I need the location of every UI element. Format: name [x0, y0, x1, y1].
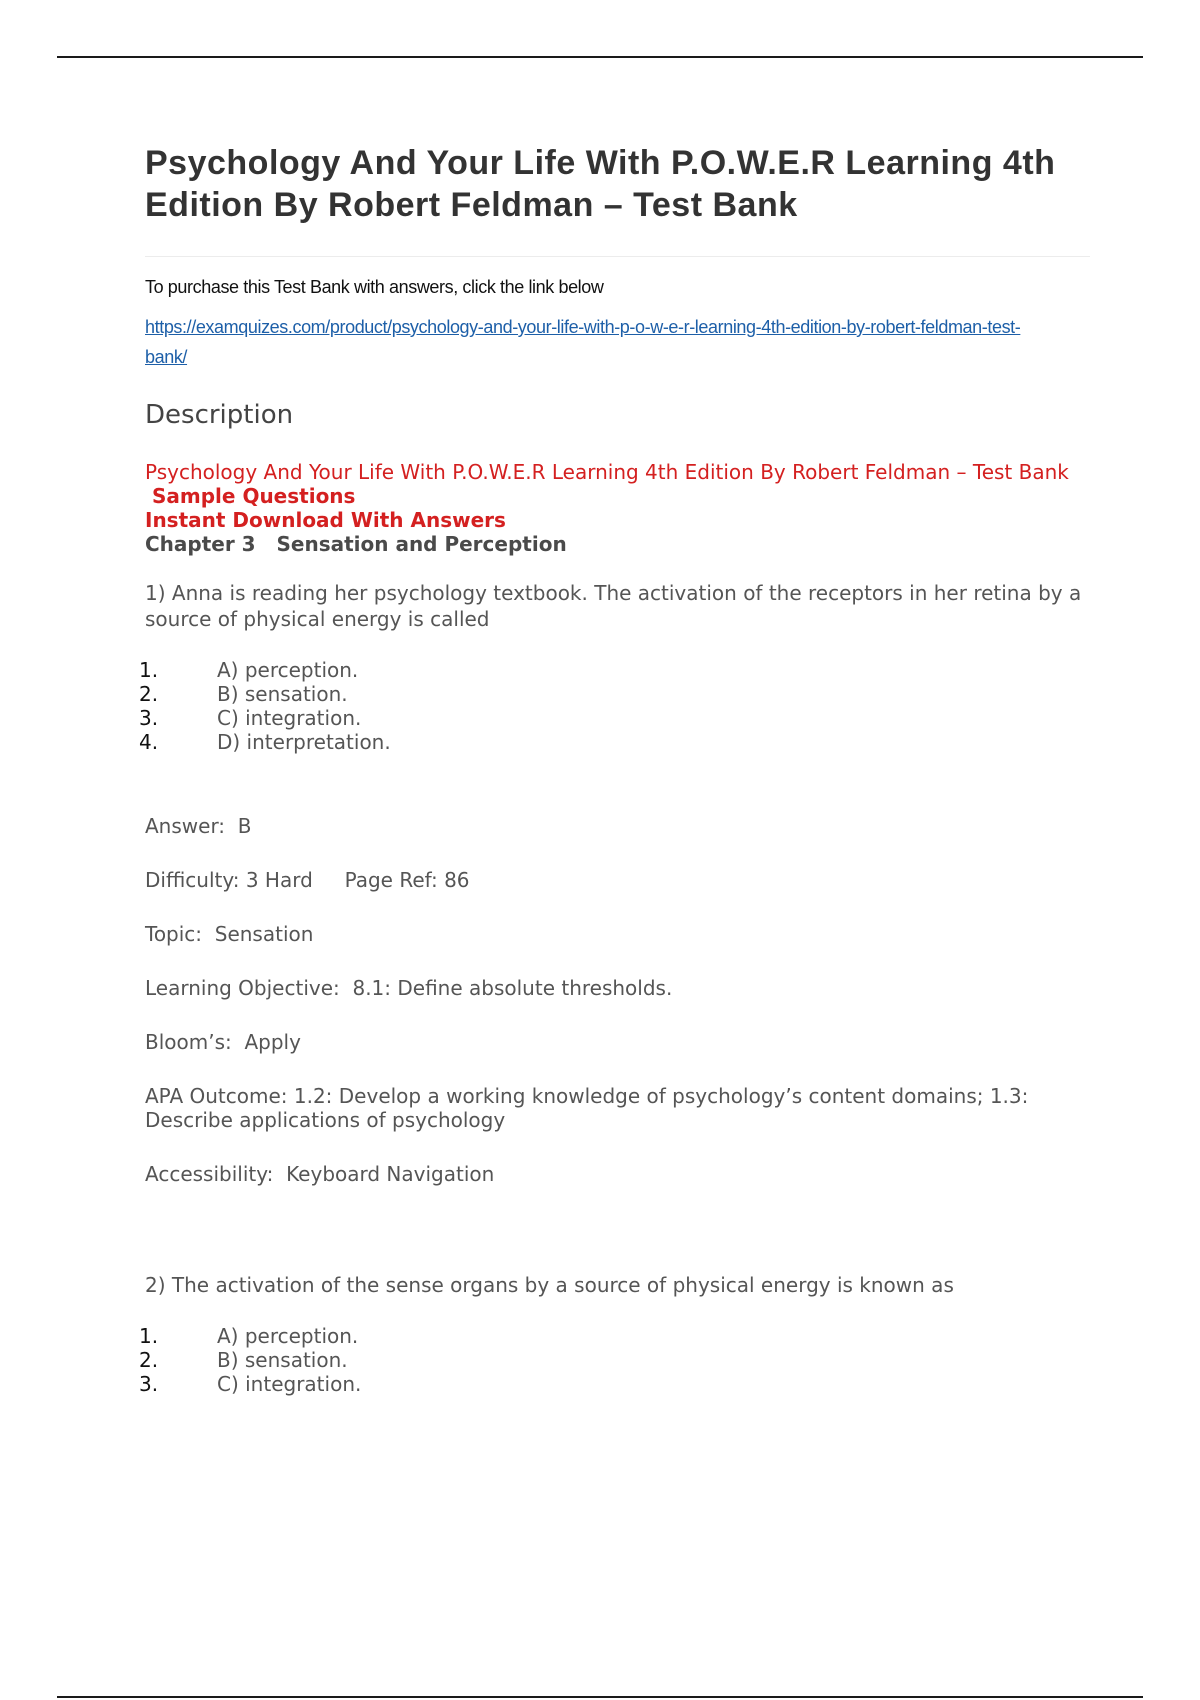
accessibility-line: Accessibility: Keyboard Navigation [145, 1162, 495, 1186]
question-1-text: 1) Anna is reading her psychology textbook. The activation of the receptors in her retina by a source of physical energy is called [145, 581, 1082, 631]
blooms-line: Bloom’s: Apply [145, 1030, 301, 1054]
list-item [139, 1324, 1090, 1348]
list-item [139, 1348, 1090, 1372]
title-divider [145, 256, 1090, 257]
question-2-options [139, 1324, 1090, 1396]
option-text: D) interpretation. [217, 730, 391, 754]
sample-questions-label: Sample Questions [152, 484, 356, 508]
bottom-rule [57, 1696, 1143, 1698]
document-page [139, 142, 1090, 1396]
top-rule [57, 56, 1143, 58]
question-2-text: 2) The activation of the sense organs by a source of physical energy is known as [145, 1273, 954, 1297]
option-number: 3. [139, 1372, 159, 1396]
list-item [139, 1372, 1090, 1396]
option-number: 2. [139, 682, 159, 706]
answer-line: Answer: B [145, 814, 252, 838]
difficulty-line: Difficulty: 3 Hard Page Ref: 86 [145, 868, 470, 892]
chapter-heading: Chapter 3 Sensation and Perception [145, 532, 567, 556]
apa-outcome-line: APA Outcome: 1.2: Develop a working knowledge of psychology’s content domains; 1.3: Describe applications of psychology [145, 1084, 1029, 1132]
list-item [139, 658, 1090, 682]
option-number: 1. [139, 658, 159, 682]
option-number: 3. [139, 706, 159, 730]
list-item [139, 730, 1090, 754]
option-number: 2. [139, 1348, 159, 1372]
option-text: B) sensation. [217, 682, 348, 706]
option-text: B) sensation. [217, 1348, 348, 1372]
purchase-link[interactable]: https://examquizes.com/product/psychology-and-your-life-with-p-o-w-e-r-learning-4th-edition-by-robert-feldman-test-bank/ [145, 317, 1021, 367]
option-text: A) perception. [217, 1324, 359, 1348]
product-title-red: Psychology And Your Life With P.O.W.E.R Learning 4th Edition By Robert Feldman – Test Bank [145, 460, 1069, 484]
question-1-options [139, 658, 1090, 754]
topic-line: Topic: Sensation [145, 922, 314, 946]
description-heading: Description [145, 400, 294, 430]
purchase-instructions: To purchase this Test Bank with answers, click the link below [145, 277, 604, 297]
option-text: C) integration. [217, 1372, 362, 1396]
option-number: 1. [139, 1324, 159, 1348]
page-title: Psychology And Your Life With P.O.W.E.R Learning 4th Edition By Robert Feldman – Test Bank [145, 144, 1056, 224]
learning-objective-line: Learning Objective: 8.1: Define absolute thresholds. [145, 976, 673, 1000]
option-text: C) integration. [217, 706, 362, 730]
option-number: 4. [139, 730, 159, 754]
option-text: A) perception. [217, 658, 359, 682]
instant-download-label: Instant Download With Answers [145, 508, 506, 532]
list-item [139, 706, 1090, 730]
list-item [139, 682, 1090, 706]
